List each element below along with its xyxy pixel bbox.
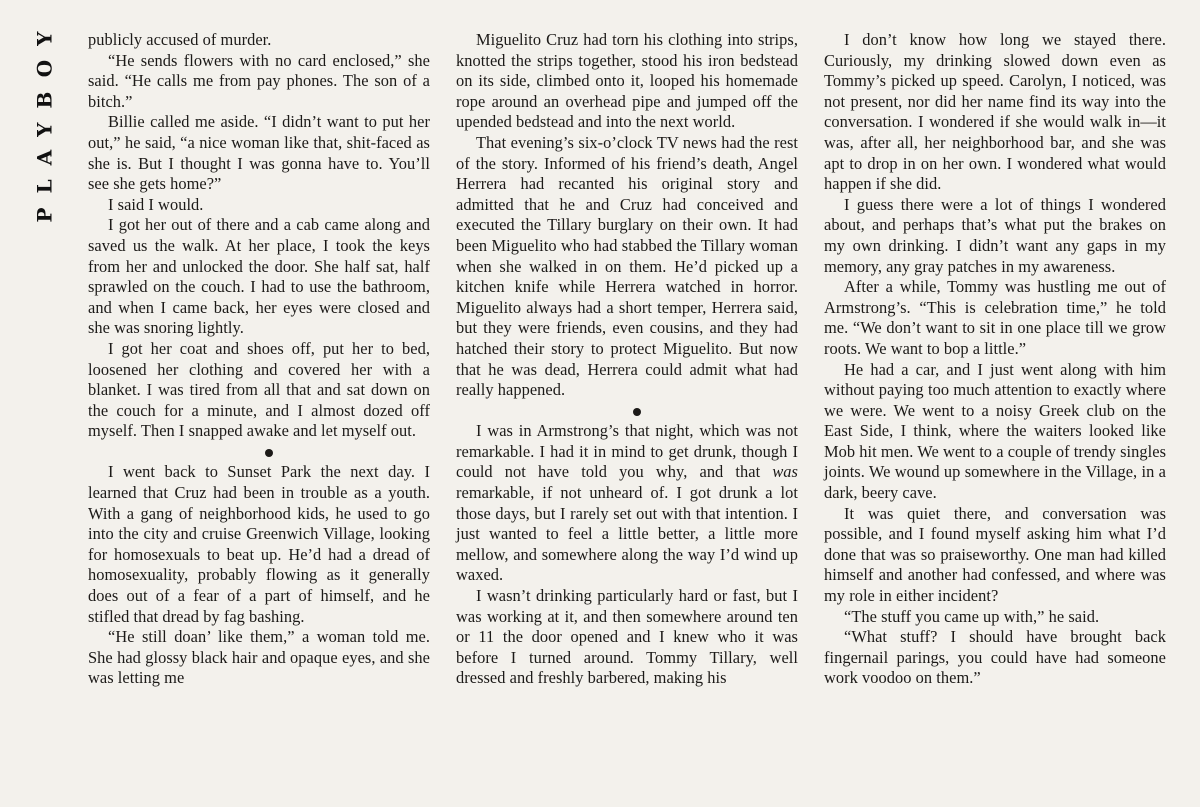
paragraph: Billie called me aside. “I didn’t want to put her out,” he said, “a nice woman like that, shit-faced as she is. But I thought I was gonna have to. You’ll see she gets home?” bbox=[88, 112, 430, 194]
bullet-icon bbox=[265, 449, 273, 457]
paragraph: I guess there were a lot of things I wondered about, and perhaps that’s what put the brakes on my own drinking. I didn’t want any gaps in my memory, any gray patches in my awareness. bbox=[824, 194, 1166, 276]
column-1 bbox=[88, 30, 430, 807]
masthead bbox=[22, 17, 66, 223]
paragraph: I went back to Sunset Park the next day. I learned that Cruz had been in trouble as a youth. With a gang of neighborhood kids, he used to go into the city and cruise Greenwich Village, looking for homosexuals to beat up. He’d had a dread of homosexuality, probably flowing as it generally does out of a fear of a part of himself, and he stifled that dread by fag bashing. bbox=[88, 462, 430, 626]
paragraph: “What stuff? I should have brought back fingernail parings, you could have had someone work voodoo on them.” bbox=[824, 627, 1166, 688]
paragraph: I got her out of there and a cab came along and saved us the walk. At her place, I took the keys from her and unlocked the door. She half sat, half sprawled on the couch. I had to use the bathroom, and when I came back, her eyes were closed and she was snoring lightly. bbox=[88, 215, 430, 338]
paragraph: I don’t know how long we stayed there. Curiously, my drinking slowed down even as Tommy’s picked up speed. Carolyn, I noticed, was not present, nor did her name find its way into the conversation. I wondered if she would walk in—it was, after all, her neighborhood bar, and she was apt to drop in on her own. I wondered what would happen if she did. bbox=[824, 30, 1166, 194]
paragraph: After a while, Tommy was hustling me out of Armstrong’s. “This is celebration time,” he told me. “We don’t want to sit in one place till we grow roots. We want to bop a little.” bbox=[824, 277, 1166, 358]
paragraph: I was in Armstrong’s that night, which was not remarkable. I had it in mind to get drunk, though I could not have told you why, and that was remarkable, if not unheard of. I got drunk a lot those days, but I rarely set out with that intention. I just wanted to feel a little better, a little more mellow, and somewhere along the way I’d wind up waxed. bbox=[456, 421, 798, 585]
paragraph: It was quiet there, and conversation was possible, and I found myself asking him what I’d done that was so praiseworthy. One man had killed himself and another had confessed, and where was my role in either incident? bbox=[824, 503, 1166, 606]
bullet-icon bbox=[633, 408, 641, 416]
column-2 bbox=[456, 30, 798, 807]
paragraph: I wasn’t drinking particularly hard or fast, but I was working at it, and then somewhere around ten or 11 the door opened and I knew who it was before I turned around. Tommy Tillary, well dressed and freshly barbered, making his bbox=[456, 586, 798, 688]
paragraph: I said I would. bbox=[108, 194, 204, 214]
paragraph: He had a car, and I just went along with him without paying too much attention to exactly where we were. We went to a noisy Greek club on the East Side, I think, where the waiters looked like Mob hit men. We went to a couple of trendy singles joints. We wound up somewhere in the Village, in a dark, beery cave. bbox=[824, 359, 1166, 503]
paragraph: “The stuff you came up with,” he said. bbox=[844, 606, 1100, 626]
paragraph: “He sends flowers with no card enclosed,” she said. “He calls me from pay phones. The son of a bitch.” bbox=[88, 50, 430, 111]
article-body bbox=[88, 30, 1168, 807]
section-break-bullet bbox=[88, 442, 430, 463]
paragraph: publicly accused of murder. bbox=[88, 30, 272, 49]
paragraph: Miguelito Cruz had torn his clothing into strips, knotted the strips together, stood his iron bedstead on its side, climbed onto it, looped his homemade rope around an overhead pipe and jumped off the upended bedstead and into the next world. bbox=[456, 30, 798, 132]
column-3 bbox=[824, 30, 1166, 807]
emphasis: was bbox=[772, 462, 798, 482]
paragraph: That evening’s six-o’clock TV news had the rest of the story. Informed of his friend’s death, Angel Herrera had recanted his original story and admitted that he and Cruz had conceived and executed the Tillary burglary on their own. It had been Miguelito who had stabbed the Tillary woman when she walked in on them. He’d picked up a kitchen knife while Herrera watched in horror. Miguelito always had a short temper, Herrera said, but they were friends, even cousins, and they had hatched their story to protect Miguelito. But now that he was dead, Herrera could admit what had really happened. bbox=[456, 132, 798, 400]
paragraph: I got her coat and shoes off, put her to bed, loosened her clothing and covered her with a blanket. I was tired from all that and sat down on the couch for a minute, and I almost dozed off myself. Then I snapped awake and let myself out. bbox=[88, 338, 430, 441]
paragraph: “He still doan’ like them,” a woman told me. She had glossy black hair and opaque eyes, and she was letting me bbox=[88, 627, 430, 688]
section-break-bullet bbox=[456, 401, 798, 422]
masthead-text: PLAYBOY bbox=[32, 17, 56, 223]
